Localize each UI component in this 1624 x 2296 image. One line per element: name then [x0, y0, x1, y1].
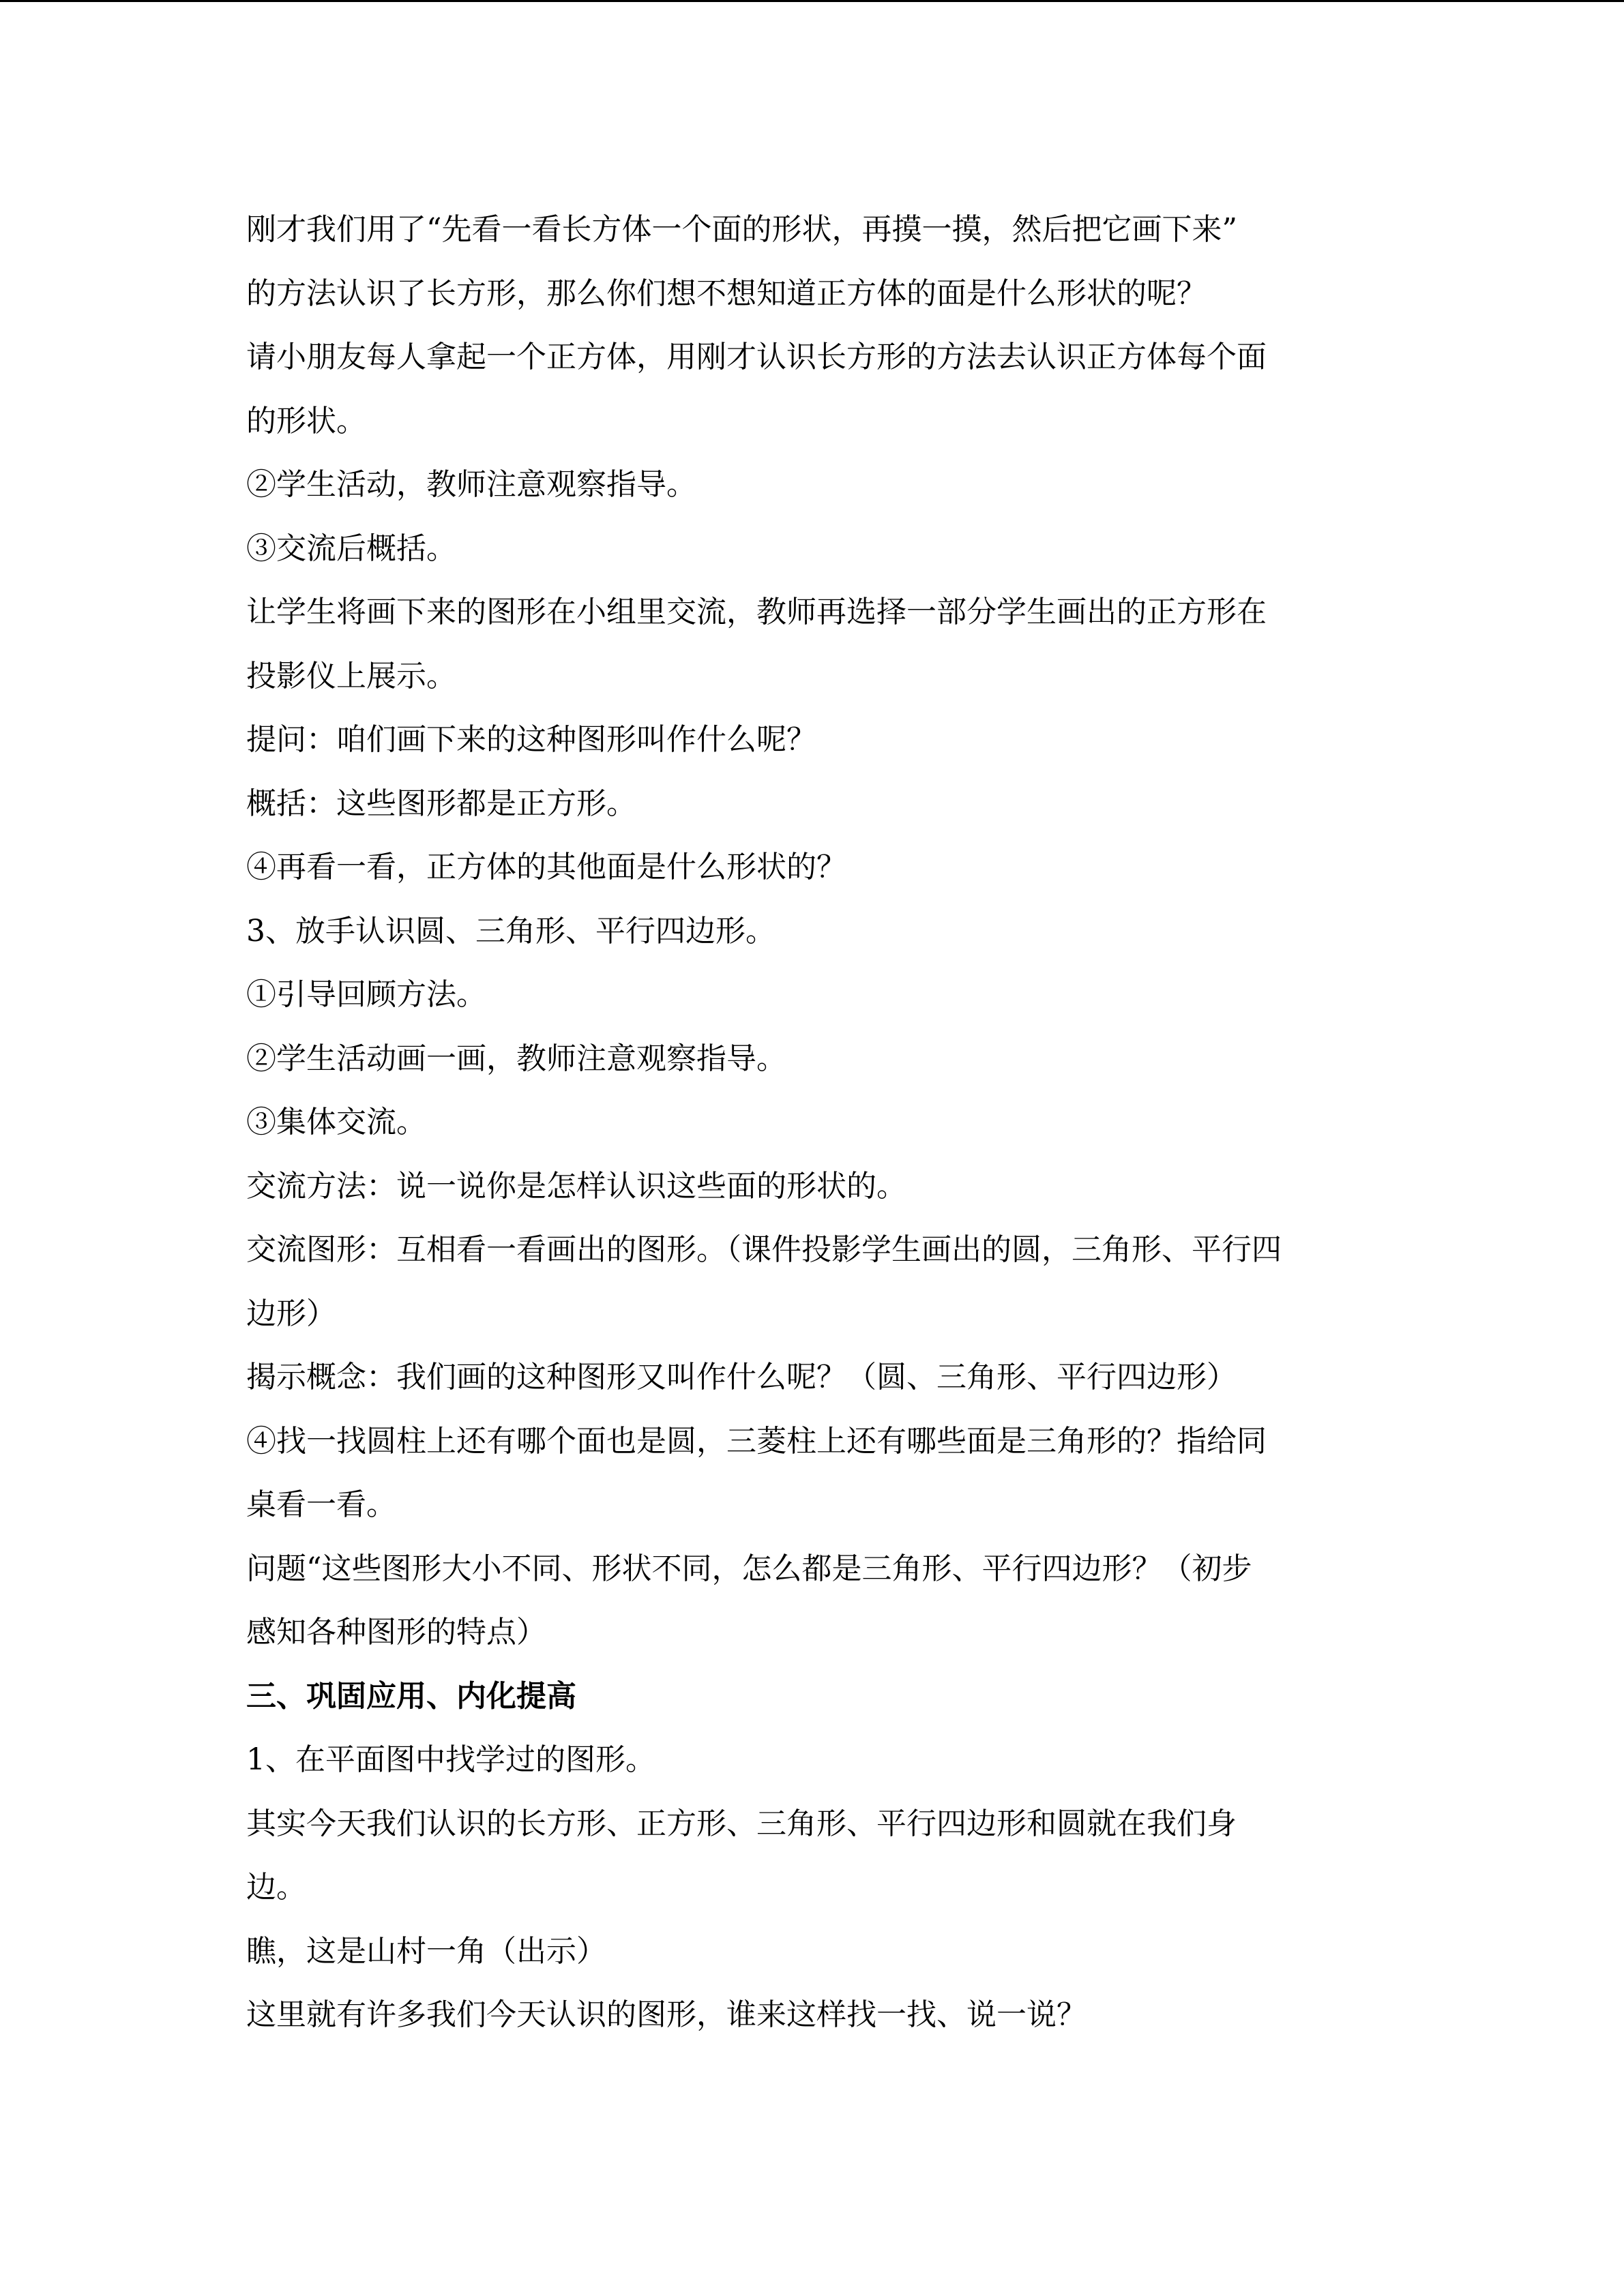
paragraph-line: 其实今天我们认识的长方形、正方形、三角形、平行四边形和圆就在我们身	[246, 1806, 1237, 1841]
paragraph-line: 这里就有许多我们今天认识的图形，谁来这样找一找、说一说？	[246, 1997, 1087, 2032]
paragraph-line: 问题“这些图形大小不同、形状不同，怎么都是三角形、平行四边形？（初步	[246, 1551, 1252, 1586]
paragraph-line: ④再看一看，正方体的其他面是什么形状的？	[246, 850, 846, 884]
paragraph-line: ①引导回顾方法。	[246, 977, 486, 1012]
paragraph-line: 3、放手认识圆、三角形、平行四边形。	[246, 913, 776, 949]
paragraph-line: ②学生活动画一画，教师注意观察指导。	[246, 1041, 786, 1076]
paragraph-line: ②学生活动，教师注意观察指导。	[246, 467, 696, 502]
paragraph-line: 交流图形：互相看一看画出的图形。（课件投影学生画出的圆，三角形、平行四	[246, 1232, 1282, 1267]
paragraph-line: 瞧，这是山村一角（出示）	[246, 1933, 606, 1969]
paragraph-line: 让学生将画下来的图形在小组里交流，教师再选择一部分学生画出的正方形在	[246, 595, 1267, 629]
paragraph-line: 边形）	[246, 1296, 336, 1331]
paragraph-line: 1、在平面图中找学过的图形。	[246, 1742, 655, 1777]
paragraph-line: 桌看一看。	[246, 1487, 396, 1522]
paragraph-line: 揭示概念：我们画的这种图形又叫作什么呢？（圆、三角形、平行四边形）	[246, 1360, 1237, 1395]
paragraph-line: 请小朋友每人拿起一个正方体，用刚才认识长方形的方法去认识正方体每个面	[246, 340, 1267, 374]
document-page	[246, 198, 1392, 2047]
section-heading: 三、巩固应用、内化提高	[246, 1678, 576, 1714]
paragraph-line: 交流方法：说一说你是怎样认识这些面的形状的。	[246, 1168, 906, 1204]
paragraph-line: ③集体交流。	[246, 1105, 426, 1139]
paragraph-line: 感知各种图形的特点）	[246, 1615, 546, 1650]
paragraph-line: 投影仪上展示。	[246, 658, 456, 694]
paragraph-line: 的方法认识了长方形，那么你们想不想知道正方体的面是什么形状的呢？	[246, 275, 1207, 311]
paragraph-line: ③交流后概括。	[246, 531, 456, 566]
paragraph-line: 的形状。	[246, 403, 366, 438]
paragraph-line: 边。	[246, 1870, 306, 1905]
paragraph-line: 提问：咱们画下来的这种图形叫作什么呢？	[246, 722, 816, 757]
paragraph-line: 刚才我们用了“先看一看长方体一个面的形状，再摸一摸，然后把它画下来”	[246, 212, 1237, 247]
paragraph-line: ④找一找圆柱上还有哪个面也是圆，三菱柱上还有哪些面是三角形的？指给同	[246, 1423, 1267, 1459]
page-top-border	[0, 0, 1624, 2]
paragraph-line: 概括：这些图形都是正方形。	[246, 786, 636, 821]
